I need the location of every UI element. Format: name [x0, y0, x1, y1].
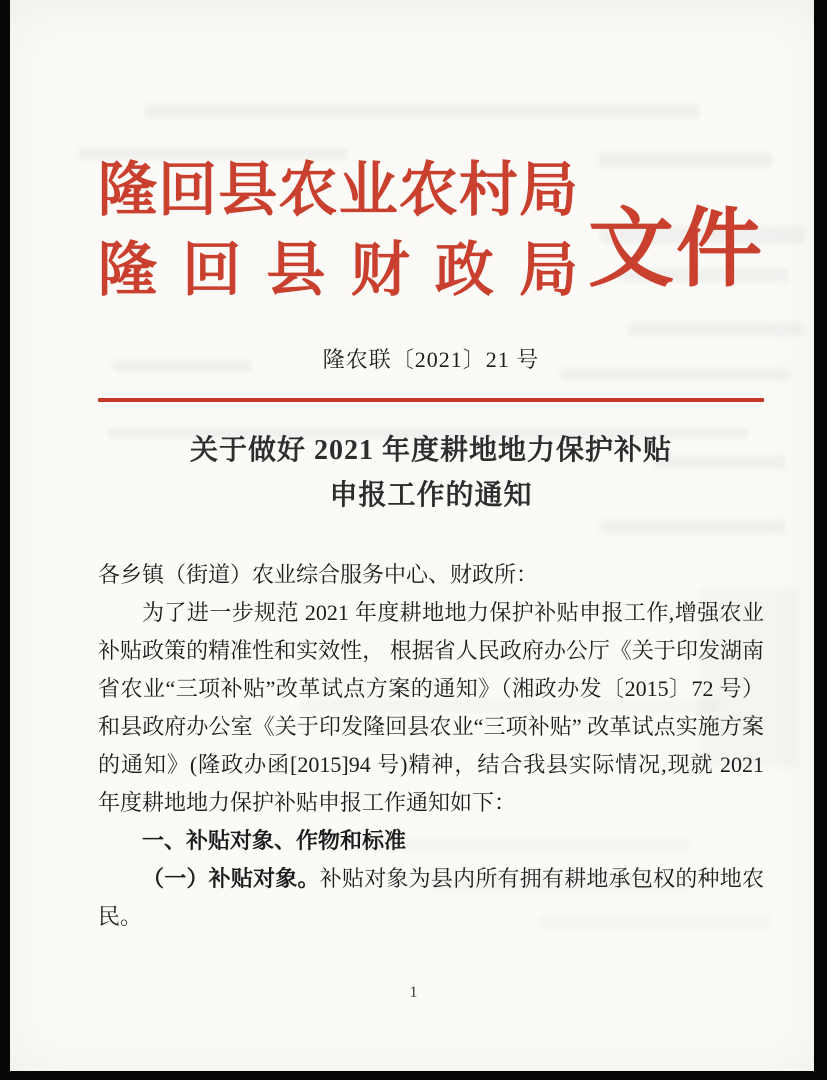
document-body: [98, 556, 764, 936]
document-number: 隆农联〔2021〕21 号: [322, 347, 540, 372]
scan-edge-left: [0, 0, 10, 1080]
item-lead: （一）补贴对象。: [142, 866, 320, 891]
scan-edge-bottom: [0, 1071, 827, 1080]
red-divider-line: [98, 398, 764, 402]
title-line-2: 申报工作的通知: [329, 480, 533, 511]
scan-edge-right: [814, 0, 827, 1080]
item-text: 补贴对象为县内所有拥有耕地承包权的种地农民。: [98, 866, 764, 929]
issuing-agency-line-1: 隆回县农业农村局: [98, 157, 578, 223]
document-type-label: 文件: [588, 201, 764, 297]
title-line-1: 关于做好 2021 年度耕地地力保护补贴: [189, 435, 672, 466]
item-paragraph: [98, 860, 764, 936]
document-content: [98, 0, 764, 936]
issuing-agencies: [98, 150, 578, 310]
document-title: [98, 428, 764, 518]
salutation: 各乡镇（街道）农业综合服务中心、财政所：: [98, 562, 539, 587]
intro-paragraph: 为了进一步规范 2021 年度耕地地力保护补贴申报工作,增强农业补贴政策的精准性和实效性， 根据省人民政府办公厅《关于印发湖南省农业“三项补贴”改革试点方案的通知》（湘政办发〔2015〕72 号）和县政府办公室《关于印发隆回县农业“三项补贴” 改革试点实施方案的通知》(隆政办函[2015]94 号)精神，结合我县实际情况,现就 2021 年度耕地地力保护补贴申报工作通知如下：: [98, 600, 765, 815]
issuing-agency-line-2: 隆回县财政局: [98, 237, 578, 303]
page-number: 1: [409, 984, 418, 1001]
letterhead: [98, 150, 764, 310]
section-heading: 一、补贴对象、作物和标准: [142, 828, 407, 853]
